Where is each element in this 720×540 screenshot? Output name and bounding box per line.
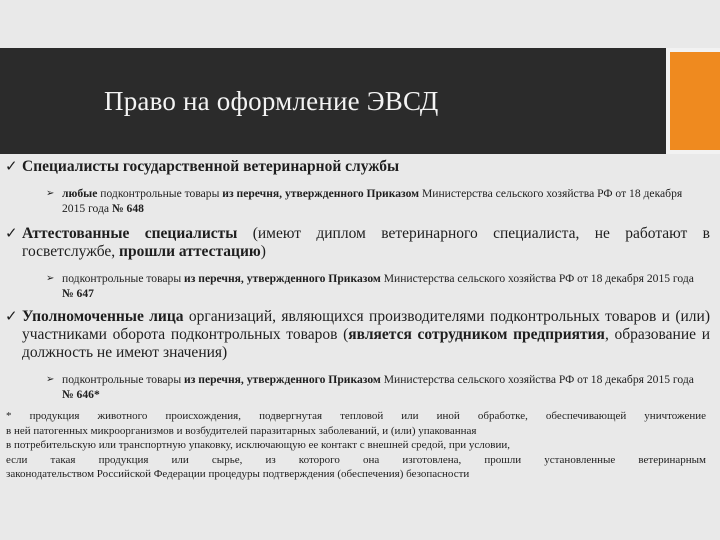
footnote-line: * продукция животного происхождения, подвергнутая тепловой или иной обработке, обеспечивающей уничтожение — [6, 410, 706, 422]
footnote-line: в ней патогенных микроорганизмов и возбудителей паразитарных заболеваний, и (или) упакованная — [6, 424, 477, 437]
bullet-text-bold: прошли аттестацию — [119, 243, 261, 260]
footnote-line: в потребительскую или транспортную упаковку, исключающую ее контакт с внешней средой, при условии, — [6, 439, 510, 451]
page-title: Право на оформление ЭВСД — [104, 86, 439, 116]
bullet-heading: Уполномоченные лица — [22, 308, 184, 325]
bullet-text-bold: из перечня, утвержденного Приказом — [184, 272, 381, 285]
bullet-text: подконтрольные товары — [97, 187, 223, 200]
bullet-text: организаций, являющихся производителями подконтрольных товаров и (или) участниками оборота подконтрольных товаров ( — [22, 308, 710, 343]
bullet-text: Министерства сельского хозяйства РФ от 18 декабря 2015 года — [380, 373, 694, 386]
accent-block — [670, 52, 720, 150]
bullet-level1 — [0, 158, 716, 176]
bullet-level2 — [0, 186, 716, 216]
arrow-bullet-icon: ➢ — [46, 273, 55, 284]
bullet-text: подконтрольные товары — [62, 272, 185, 285]
bullet-level2 — [0, 271, 716, 301]
footnote-line: если такая продукция или сырье, из которого она изготовлена, прошли установленные ветеринарным — [6, 453, 706, 466]
bullet-text: ) — [260, 243, 266, 260]
section-authorized-persons — [0, 308, 716, 402]
arrow-bullet-icon: ➢ — [46, 188, 55, 199]
bullet-text-bold: из перечня, утвержденного Приказом — [184, 373, 381, 386]
checkmark-icon: ✓ — [5, 159, 18, 175]
bullet-level1 — [0, 308, 716, 362]
bullet-level2 — [0, 372, 716, 402]
bullet-level1 — [0, 225, 716, 261]
section-state-vet-service — [0, 158, 716, 216]
order-number: № 648 — [111, 202, 144, 215]
footnote — [0, 409, 716, 482]
bullet-text: подконтрольные товары — [62, 373, 185, 386]
checkmark-icon: ✓ — [5, 226, 18, 242]
order-number: № 646* — [62, 388, 100, 401]
bullet-text-bold: из перечня, утвержденного Приказом — [222, 187, 420, 200]
bullet-text-bold: любые — [62, 187, 98, 200]
bullet-heading: Специалисты государственной ветеринарной службы — [22, 158, 400, 175]
bullet-text: Министерства сельского хозяйства РФ от 18 декабря 2015 года — [380, 272, 694, 285]
bullet-heading: Аттестованные специалисты — [22, 225, 238, 242]
arrow-bullet-icon: ➢ — [46, 374, 55, 385]
footnote-line: законодательством Российской Федерации процедуры подтверждения (обеспечения) безопасности — [6, 468, 470, 480]
slide-content — [0, 158, 716, 482]
section-certified-specialists — [0, 225, 716, 301]
bullet-text: (имеют диплом ветеринарного специалиста, не работают в госветслужбе, — [22, 225, 710, 260]
bullet-text-bold: является сотрудником предприятия — [348, 326, 605, 343]
bullet-text: Министерства сельского хозяйства РФ от 18 декабря 2015 года — [62, 187, 683, 215]
bullet-text: , образование и должность не имеют значения) — [22, 326, 710, 361]
checkmark-icon: ✓ — [5, 309, 18, 325]
order-number: № 647 — [62, 287, 94, 300]
